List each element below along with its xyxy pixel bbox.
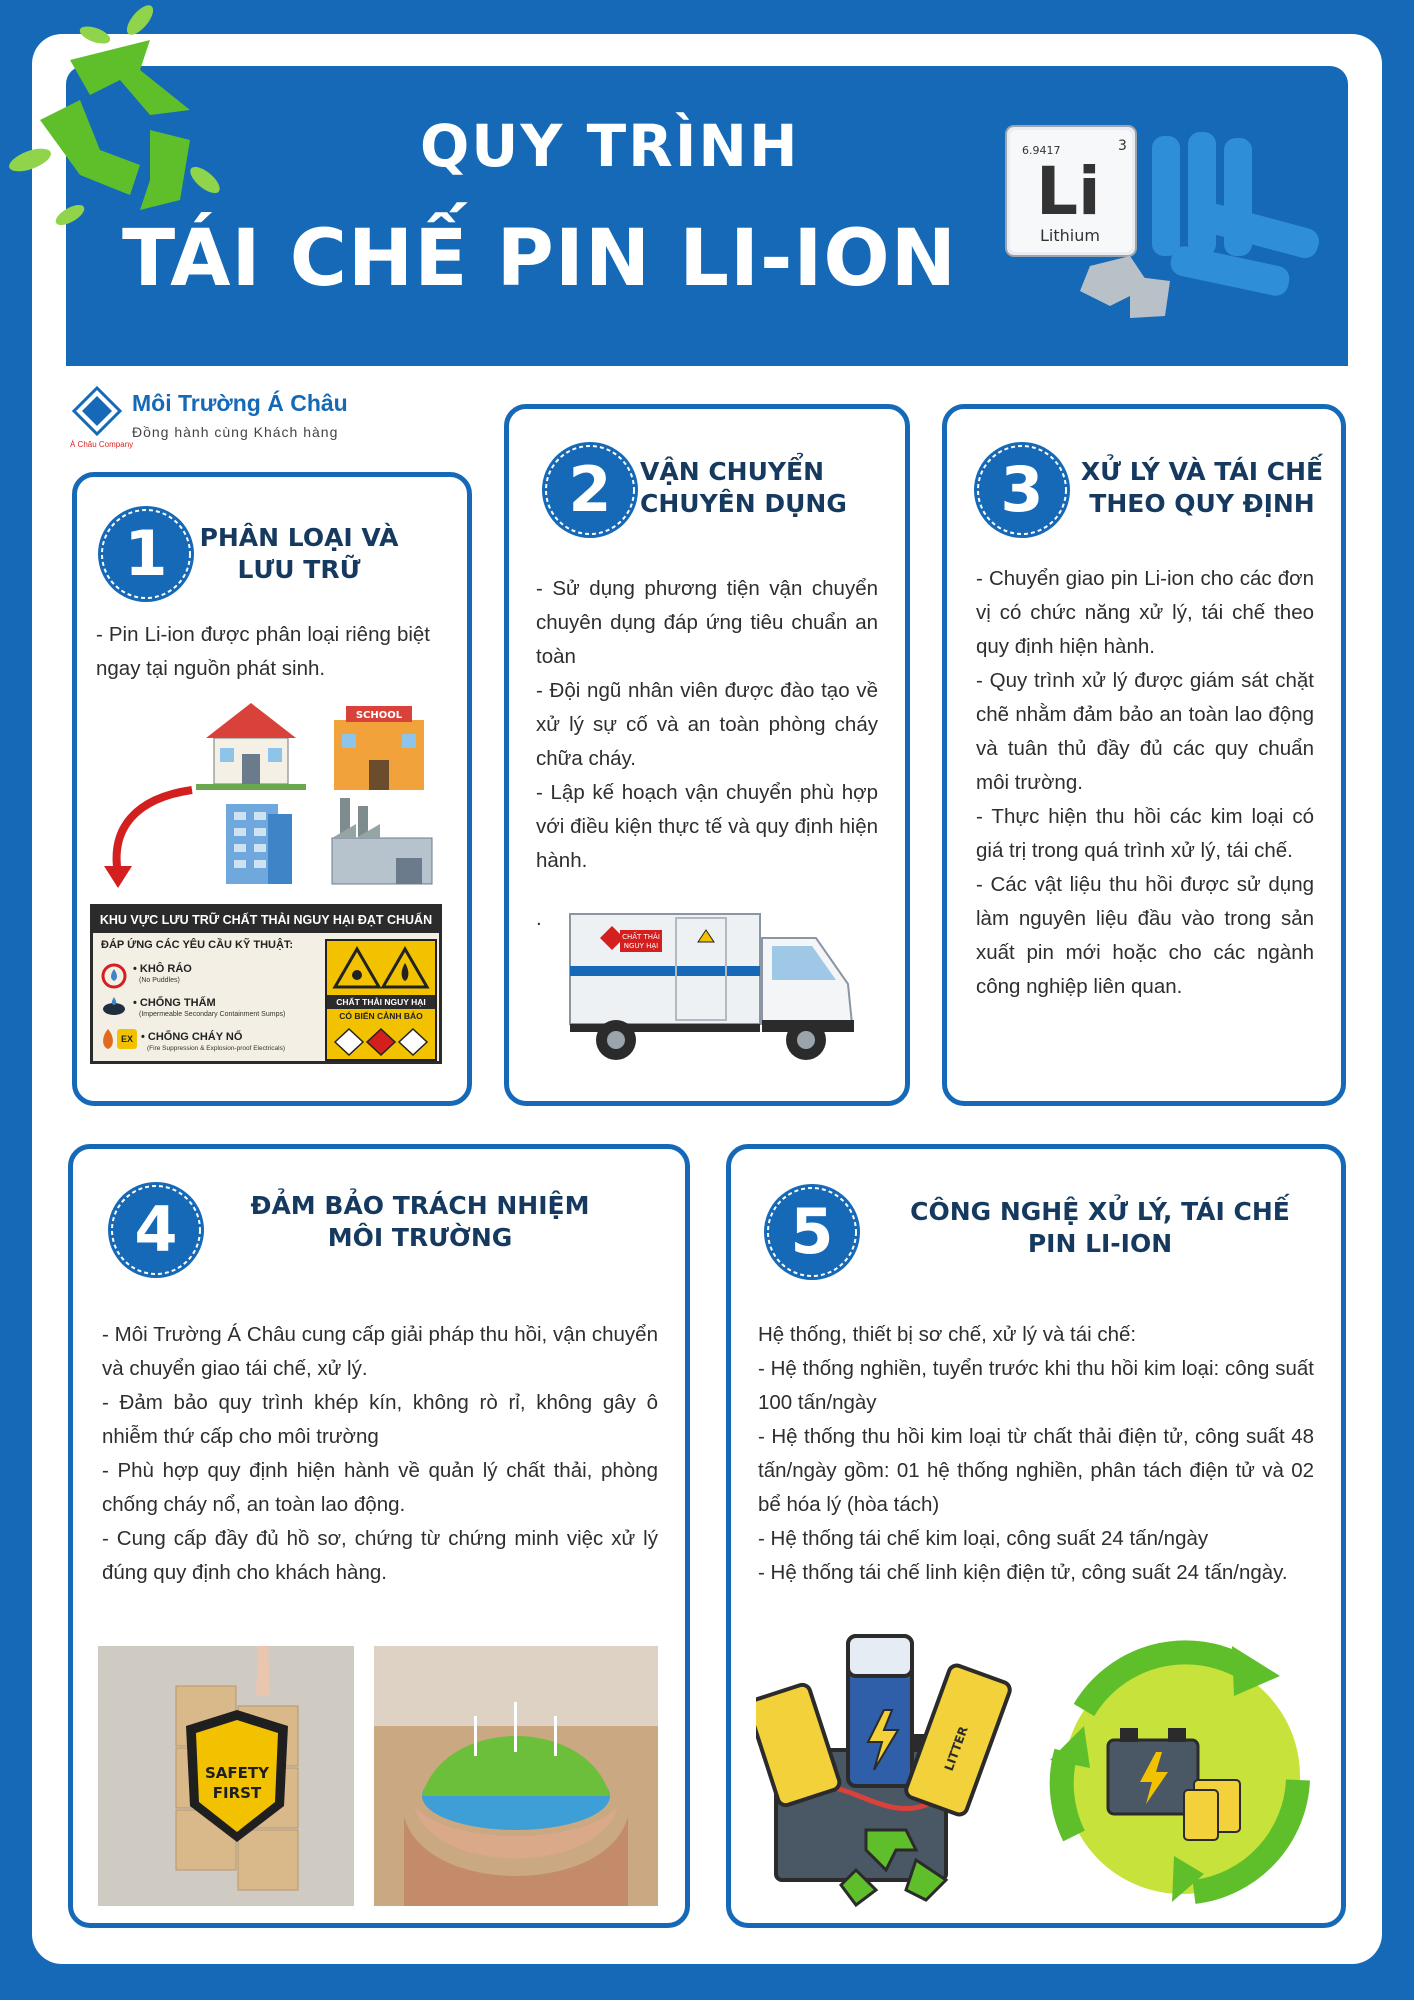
step-5-paragraph-2: - Hệ thống nghiền, tuyển trước khi thu hồi kim loại: công suất 100 tấn/ngày	[758, 1357, 1314, 1414]
step-3-paragraph-3: - Thực hiện thu hồi các kim loại có giá trị trong quá trình xử lý, tái chế.	[976, 805, 1314, 862]
step-5-paragraph-1: Hệ thống, thiết bị sơ chế, xử lý và tái chế:	[758, 1323, 1137, 1346]
step-heading-2-line2: CHUYÊN DỤNG	[640, 489, 847, 518]
logo-name: Môi Trường Á Châu	[132, 390, 348, 416]
sign-item-3-note: (Fire Suppression & Explosion-proof Electricals)	[147, 1045, 285, 1052]
step-heading-3-line2: THEO QUY ĐỊNH	[1089, 489, 1315, 518]
storage-sign-title: KHU VỰC LƯU TRỮ CHẤT THẢI NGUY HẠI ĐẠT CHUẨN	[93, 907, 439, 933]
storage-sign-subtitle: ĐÁP ỨNG CÁC YÊU CẦU KỸ THUẬT:	[101, 939, 294, 951]
battery-recycling-circle-icon	[1044, 1640, 1320, 1912]
safety-line2: FIRST	[212, 1784, 262, 1802]
truck-label-line2: NGUY HẠI	[623, 942, 659, 950]
title-line-1: QUY TRÌNH	[420, 112, 800, 180]
factory-icon	[332, 798, 432, 884]
sign-item-3-label: • CHỐNG CHÁY NỔ	[141, 1031, 243, 1043]
waste-sources-illustration	[96, 698, 436, 888]
step-heading-1	[194, 522, 404, 586]
step-heading-4-line2: MÔI TRƯỜNG	[327, 1223, 513, 1252]
step-number-2: 2	[568, 453, 612, 526]
step-body-3	[976, 562, 1314, 1004]
step-body-1	[96, 618, 430, 686]
step-heading-3-line1: XỬ LÝ VÀ TÁI CHẾ	[1080, 457, 1324, 486]
office-building-icon	[226, 804, 292, 884]
element-symbol: Li	[1036, 153, 1101, 230]
step-heading-3	[1072, 456, 1332, 520]
waterproof-icon	[101, 995, 127, 1017]
step-heading-4	[220, 1190, 620, 1254]
element-mass: 6.9417	[1022, 144, 1061, 157]
school-sign: SCHOOL	[355, 710, 403, 721]
safety-first-photo	[98, 1646, 354, 1906]
step-3-paragraph-4: - Các vật liệu thu hồi được sử dụng làm nguyên liệu đầu vào trong sản xuất pin mới hoặc cho các ngành công nghiệp liên quan.	[976, 873, 1314, 998]
recycle-leaves-icon	[0, 0, 240, 240]
battery-brand: LITTER	[941, 1724, 971, 1773]
fire-icon	[99, 1027, 117, 1051]
step-4-paragraph-2: - Đảm bảo quy trình khép kín, không rò rỉ, không gây ô nhiễm thứ cấp cho môi trường	[102, 1391, 658, 1448]
earth-in-hands-icon	[374, 1646, 658, 1906]
step-5-paragraph-3: - Hệ thống thu hồi kim loại từ chất thải điện tử, công suất 48 tấn/ngày gồm: 01 hệ thống nghiền, phân tách điện tử và 02 bể hóa lý (hòa tách)	[758, 1425, 1314, 1516]
step-2-paragraph-2: - Đội ngũ nhân viên được đào tạo về xử lý sự cố và an toàn phòng cháy chữa cháy.	[536, 679, 878, 770]
hazard-badge-line2: CÓ BIỂN CẢNH BÁO	[339, 1011, 423, 1021]
step-4-paragraph-3: - Phù hợp quy định hiện hành về quản lý chất thải, phòng chống cháy nổ, an toàn lao động.	[102, 1459, 658, 1516]
step-4-paragraph-4: - Cung cấp đầy đủ hồ sơ, chứng từ chứng minh việc xử lý đúng quy định cho khách hàng.	[102, 1527, 658, 1584]
logo-company: Á Châu Company	[70, 440, 134, 449]
step-5-paragraph-4: - Hệ thống tái chế kim loại, công suất 24 tấn/ngày	[758, 1527, 1209, 1550]
hazard-badge-line1: CHẤT THẢI NGUY HẠI	[327, 995, 435, 1009]
step-heading-5	[880, 1196, 1320, 1260]
dry-icon	[101, 963, 127, 989]
hazard-badge	[325, 939, 437, 1061]
step-heading-5-line1: CÔNG NGHỆ XỬ LÝ, TÁI CHẾ	[910, 1197, 1290, 1226]
sign-item-1-label: • KHÔ RÁO	[133, 963, 192, 975]
hazard-diamonds-icon	[333, 1027, 429, 1057]
battery-icon	[756, 1630, 1016, 1910]
step-number-5: 5	[790, 1195, 834, 1268]
step-3-paragraph-2: - Quy trình xử lý được giám sát chặt chẽ nhằm đảm bảo an toàn lao động và tuân thủ đầy đủ các quy chuẩn môi trường.	[976, 669, 1314, 794]
title-line-2: TÁI CHẾ PIN LI-ION	[122, 214, 957, 304]
red-arrow-icon	[104, 790, 192, 888]
step-4-paragraph-1: - Môi Trường Á Châu cung cấp giải pháp thu hồi, vận chuyển và chuyển giao tái chế, xử lý.	[102, 1323, 658, 1380]
step-heading-5-line2: PIN LI-ION	[1027, 1229, 1173, 1258]
step-2-paragraph-1: - Sử dụng phương tiện vận chuyển chuyên dụng đáp ứng tiêu chuẩn an toàn	[536, 577, 878, 668]
step-body-5	[758, 1318, 1314, 1590]
truck-label-line1: CHẤT THẢI	[622, 933, 660, 941]
step-heading-2-line1: VẬN CHUYỂN	[640, 457, 824, 486]
step-heading-4-line1: ĐẢM BẢO TRÁCH NHIỆM	[250, 1191, 590, 1220]
house-icon	[196, 703, 306, 790]
ex-badge: EX	[117, 1029, 137, 1049]
sign-item-2-label: • CHỐNG THẤM	[133, 997, 216, 1009]
school-icon	[334, 706, 424, 790]
step-body-2	[536, 572, 878, 936]
step-number-4: 4	[134, 1193, 178, 1266]
logo-tagline: Đồng hành cùng Khách hàng	[132, 424, 339, 440]
safety-line1: SAFETY	[205, 1764, 269, 1782]
lithium-battery-art	[1000, 106, 1350, 326]
step-2-paragraph-4: .	[536, 907, 542, 930]
step-number-3: 3	[1000, 453, 1044, 526]
sign-item-2-note: (Impermeable Secondary Containment Sumps)	[139, 1011, 286, 1018]
step-heading-1-line1: PHÂN LOẠI VÀ	[199, 523, 399, 552]
sign-item-1-note: (No Puddles)	[139, 977, 180, 984]
step-heading-1-line2: LƯU TRỮ	[237, 555, 361, 584]
step-heading-2	[640, 456, 850, 520]
element-name: Lithium	[1040, 226, 1100, 245]
step-body-4	[102, 1318, 658, 1590]
step-1-paragraph: - Pin Li-ion được phân loại riêng biệt ngay tại nguồn phát sinh.	[96, 623, 430, 680]
step-number-1: 1	[124, 517, 168, 590]
step-2-paragraph-3: - Lập kế hoạch vận chuyển phù hợp với điều kiện thực tế và quy định hiện hành.	[536, 781, 878, 872]
element-number: 3	[1118, 138, 1127, 154]
company-logo	[66, 382, 386, 452]
step-5-paragraph-5: - Hệ thống tái chế linh kiện điện tử, công suất 24 tấn/ngày.	[758, 1561, 1288, 1584]
logo-diamond-icon	[72, 386, 122, 436]
truck-icon	[566, 908, 860, 1066]
storage-sign	[90, 904, 442, 1064]
step-3-paragraph-1: - Chuyển giao pin Li-ion cho các đơn vị có chức năng xử lý, tái chế theo quy định hiện hành.	[976, 567, 1314, 658]
warning-triangles-icon	[331, 945, 431, 991]
